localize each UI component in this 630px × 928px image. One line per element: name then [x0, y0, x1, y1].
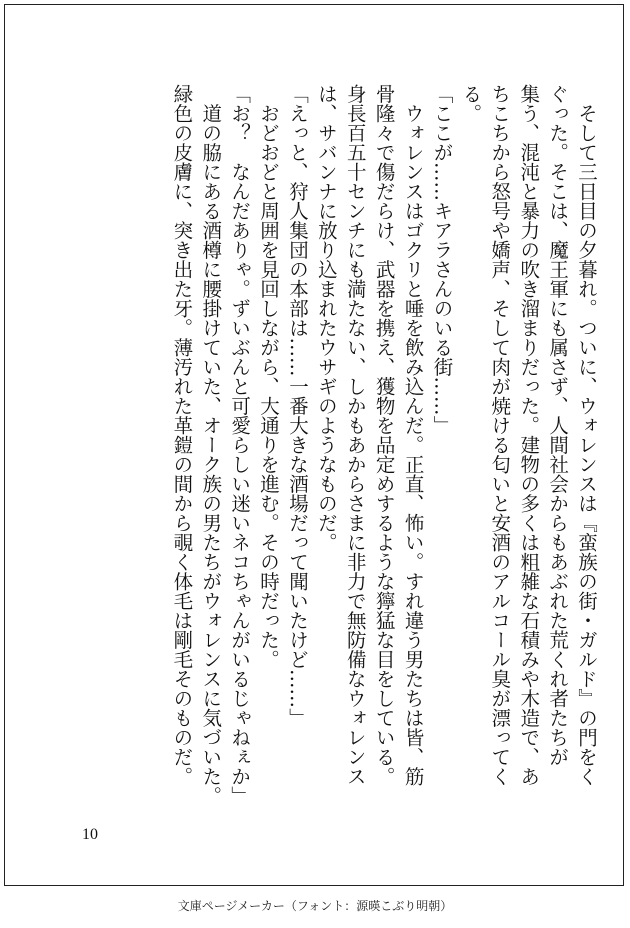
text-line: 「ここが……キアラさんのいる街……」 — [430, 84, 454, 435]
text-line: は、サバンナに放り込まれたウサギのようなものだ。 — [314, 84, 338, 552]
vertical-body-text — [166, 84, 600, 844]
text-line: 骨隆々で傷だらけ、武器を携え、獲物を品定めするような獰猛な目をしている。 — [372, 84, 396, 786]
page-number: 10 — [82, 826, 98, 843]
text-line: 緑色の皮膚に、突き出た牙。薄汚れた革鎧の間から覗く体毛は剛毛そのものだ。 — [170, 84, 194, 786]
text-line: 「お？ なんだありゃ。ずいぶんと可愛らしい迷いネコちゃんがいるじゃねぇか」 — [228, 84, 252, 806]
text-line: ウォレンスはゴクリと唾を飲み込んだ。正直、怖い。すれ違う男たちは皆、筋 — [401, 84, 425, 786]
text-line: そして三日目の夕暮れ。ついに、ウォレンスは『蛮族の街・ガルド』の門をく — [575, 84, 598, 786]
text-line: る。 — [459, 84, 483, 123]
text-line: 道の脇にある酒樽に腰掛けていた、オーク族の男たちがウォレンスに気づいた。 — [199, 84, 223, 806]
text-line: おどおどと周囲を見回しながら、大通りを進む。その時だった。 — [257, 84, 281, 669]
footer-credit: 文庫ページメーカー（フォント：源暎こぶり明朝） — [177, 899, 453, 913]
text-line: 身長百五十センチにも満たない、しかもあからさまに非力で無防備なウォレンス — [343, 84, 367, 786]
text-line: ちこちから怒号や嬌声、そして肉が焼ける匂いと安酒のアルコール臭が漂ってく — [488, 84, 512, 786]
text-line: 集う、混沌と暴力の吹き溜まりだった。建物の多くは粗雑な石積みや木造で、あ — [517, 84, 541, 786]
text-line: 「えっと、狩人集団の本部は……一番大きな酒場だって聞いたけど……」 — [285, 84, 309, 728]
text-line: ぐった。そこは、魔王軍にも属さず、人間社会からもあぶれた荒くれ者たちが — [546, 84, 570, 767]
